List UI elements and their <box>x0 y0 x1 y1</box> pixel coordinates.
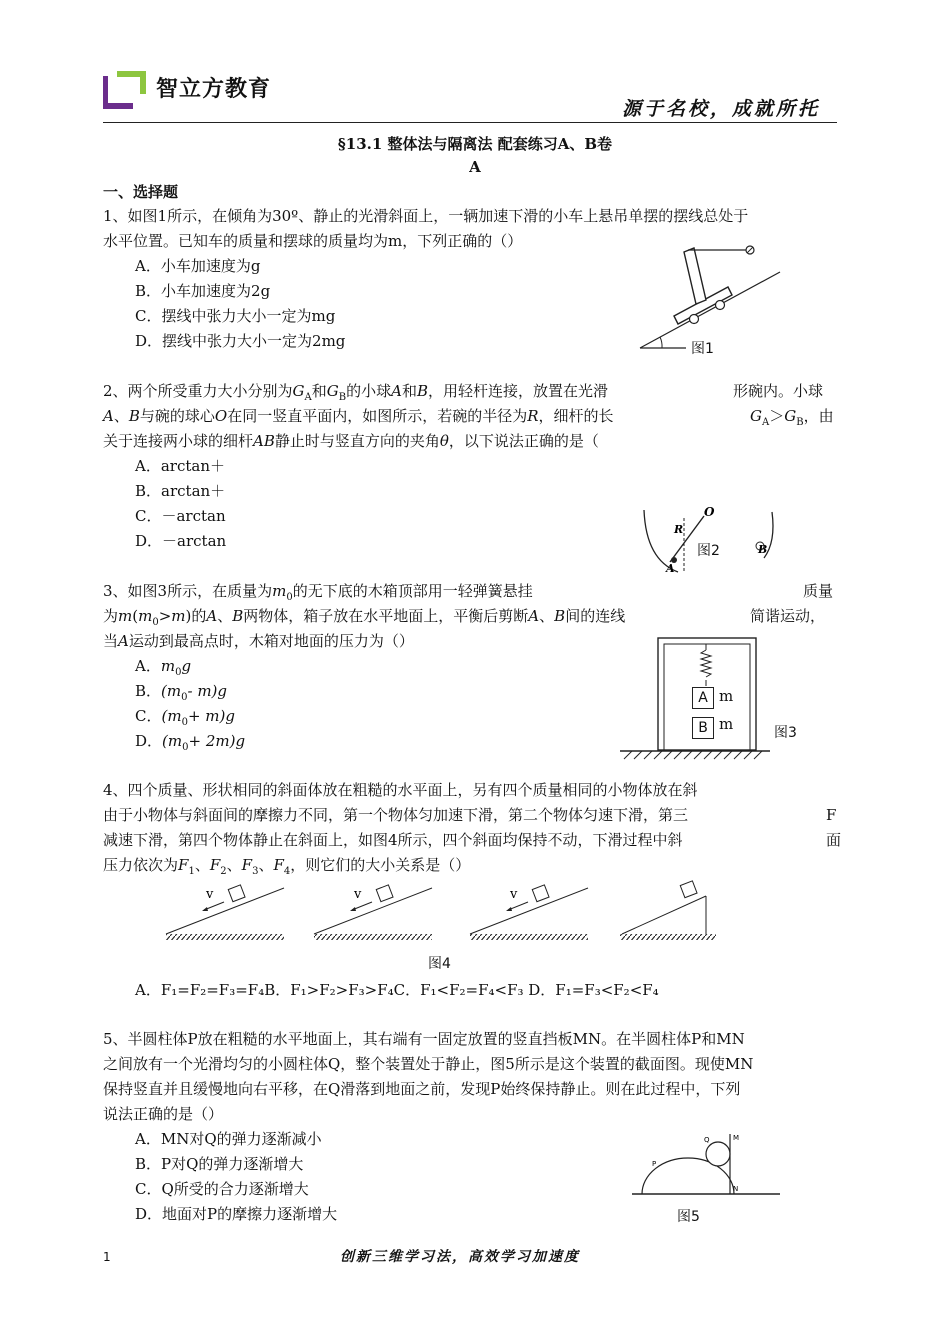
q5-line3: 保持竖直并且缓慢地向右平移，在Q滑落到地面之前，发现P始终保持静止。则在此过程中，下列 <box>103 1080 741 1098</box>
q1-line2: 水平位置。已知车的质量和摆球的质量均为m，下列正确的（） <box>103 232 523 250</box>
figure-3-mass-b: m <box>719 715 734 733</box>
figure-4-v3: v <box>510 887 518 902</box>
page-subtitle: A <box>469 158 481 176</box>
q5-option-a: A．MN对Q的弹力逐渐减小 <box>135 1130 322 1148</box>
page-number: 1 <box>103 1250 111 1264</box>
q2-line1-end: 形碗内。小球 <box>733 382 824 400</box>
figure-3-box-b: B <box>692 717 714 739</box>
q3-line2: 为$m(m_0>m)$的A、B两物体，箱子放在水平地面上，平衡后剪断A、B间的连线 <box>103 607 626 628</box>
footer-slogan: 创新三维学习法，高效学习加速度 <box>340 1249 580 1265</box>
figure-2-label: 图2 <box>697 543 720 559</box>
figure-2-a: A <box>666 562 675 575</box>
figure-4 <box>160 876 720 948</box>
q1-option-d: D．摆线中张力大小一定为2mg <box>135 332 346 350</box>
figure-4-label: 图4 <box>428 956 451 972</box>
motto: 源于名校，成就所托 <box>622 98 821 120</box>
q2-line2-end: $G_A>G_B$，由 <box>750 407 834 428</box>
q1-option-a: A．小车加速度为g <box>135 257 261 275</box>
figure-3-label: 图3 <box>774 725 797 741</box>
q5-option-c: C．Q所受的合力逐渐增大 <box>135 1180 309 1198</box>
figure-2-o: O <box>704 505 715 519</box>
q4-line2-end: F <box>826 806 837 824</box>
q3-line1-end: 质量 <box>803 582 834 600</box>
q2-option-a: A．arctan＋ <box>135 457 225 475</box>
q3-option-d: D．$(m_0+ 2m)g$ <box>135 732 246 753</box>
q1-option-b: B．小车加速度为2g <box>135 282 271 300</box>
page-title: §13.1 整体法与隔离法 配套练习A、B卷 <box>337 135 613 153</box>
q1-line1: 1、如图1所示，在倾角为30º、静止的光滑斜面上，一辆加速下滑的小车上悬吊单摆的摆线总处于 <box>103 207 749 225</box>
q3-line2-end: 简谐运动， <box>750 607 826 625</box>
q5-line4: 说法正确的是（） <box>103 1105 224 1123</box>
q2-option-d: D．－arctan <box>135 532 227 550</box>
q2-option-b: B．arctan＋ <box>135 482 226 500</box>
q5-option-b: B．P对Q的弹力逐渐增大 <box>135 1155 304 1173</box>
figure-5-p: P <box>652 1160 657 1168</box>
q3-line1: 3、如图3所示，在质量为$m_0$的无下底的木箱顶部用一轻弹簧悬挂 <box>103 582 533 603</box>
brand-name: 智立方教育 <box>156 77 272 102</box>
figure-3-mass-a: m <box>719 687 734 705</box>
q3-option-b: B．($m_0-$ m)g <box>135 682 227 703</box>
q2-line3: 关于连接两小球的细杆AB静止时与竖直方向的夹角θ，以下说法正确的是（ <box>103 432 599 450</box>
figure-5-m: M <box>733 1134 740 1142</box>
q4-line1: 4、四个质量、形状相同的斜面体放在粗糙的水平面上，另有四个质量相同的小物体放在斜 <box>103 781 698 799</box>
q4-answers: A．F₁=F₂=F₃=F₄B．F₁>F₂>F₃>F₄C．F₁<F₂=F₄<F₃ D．F₁=F₃<F₂<F₄ <box>135 981 659 999</box>
header-divider <box>103 122 837 123</box>
q4-line4: 压力依次为$F_1$、$F_2$、$F_3$、$F_4$，则它们的大小关系是（） <box>103 856 471 877</box>
q4-line3-end: 面 <box>826 831 842 849</box>
q5-line1: 5、半圆柱体P放在粗糙的水平地面上，其右端有一固定放置的竖直挡板MN。在半圆柱体P和MN <box>103 1030 745 1048</box>
figure-2 <box>636 500 786 575</box>
figure-5-n: N <box>733 1185 739 1193</box>
figure-5 <box>630 1128 782 1198</box>
q3-option-c: C．$(m_0+ m)g$ <box>135 707 235 728</box>
q4-line2: 由于小物体与斜面间的摩擦力不同，第一个物体匀加速下滑，第二个物体匀速下滑，第三 <box>103 806 689 824</box>
figure-4-v2: v <box>354 887 362 902</box>
figure-4-v1: v <box>206 887 214 902</box>
q2-option-c: C．－arctan <box>135 507 226 525</box>
figure-5-q: Q <box>704 1136 710 1144</box>
q4-line3: 减速下滑，第四个物体静止在斜面上，如图4所示，四个斜面均保持不动，下滑过程中斜 <box>103 831 683 849</box>
figure-2-b: B <box>758 543 768 556</box>
q3-option-a: A．$m_0g$ <box>135 657 192 678</box>
q5-line2: 之间放有一个光滑均匀的小圆柱体Q，整个装置处于静止，图5所示是这个装置的截面图。现使MN <box>103 1055 754 1073</box>
figure-2-r: R <box>674 523 684 536</box>
q2-line2: A、B与碗的球心O在同一竖直平面内，如图所示，若碗的半径为R，细杆的长 <box>103 407 614 425</box>
section-heading: 一、选择题 <box>103 183 179 201</box>
figure-1-label: 图1 <box>691 341 714 357</box>
q3-line3: 当A运动到最高点时，木箱对地面的压力为（） <box>103 632 414 650</box>
q5-option-d: D．地面对P的摩擦力逐渐增大 <box>135 1205 338 1223</box>
q1-option-c: C．摆线中张力大小一定为mg <box>135 307 336 325</box>
q2-line1: 2、两个所受重力大小分别为$G_A$和$G_B$的小球A和B，用轻杆连接，放置在光滑 <box>103 382 609 403</box>
brand-logo <box>103 70 147 110</box>
figure-3-box-a: A <box>692 687 714 709</box>
figure-5-label: 图5 <box>677 1209 700 1225</box>
